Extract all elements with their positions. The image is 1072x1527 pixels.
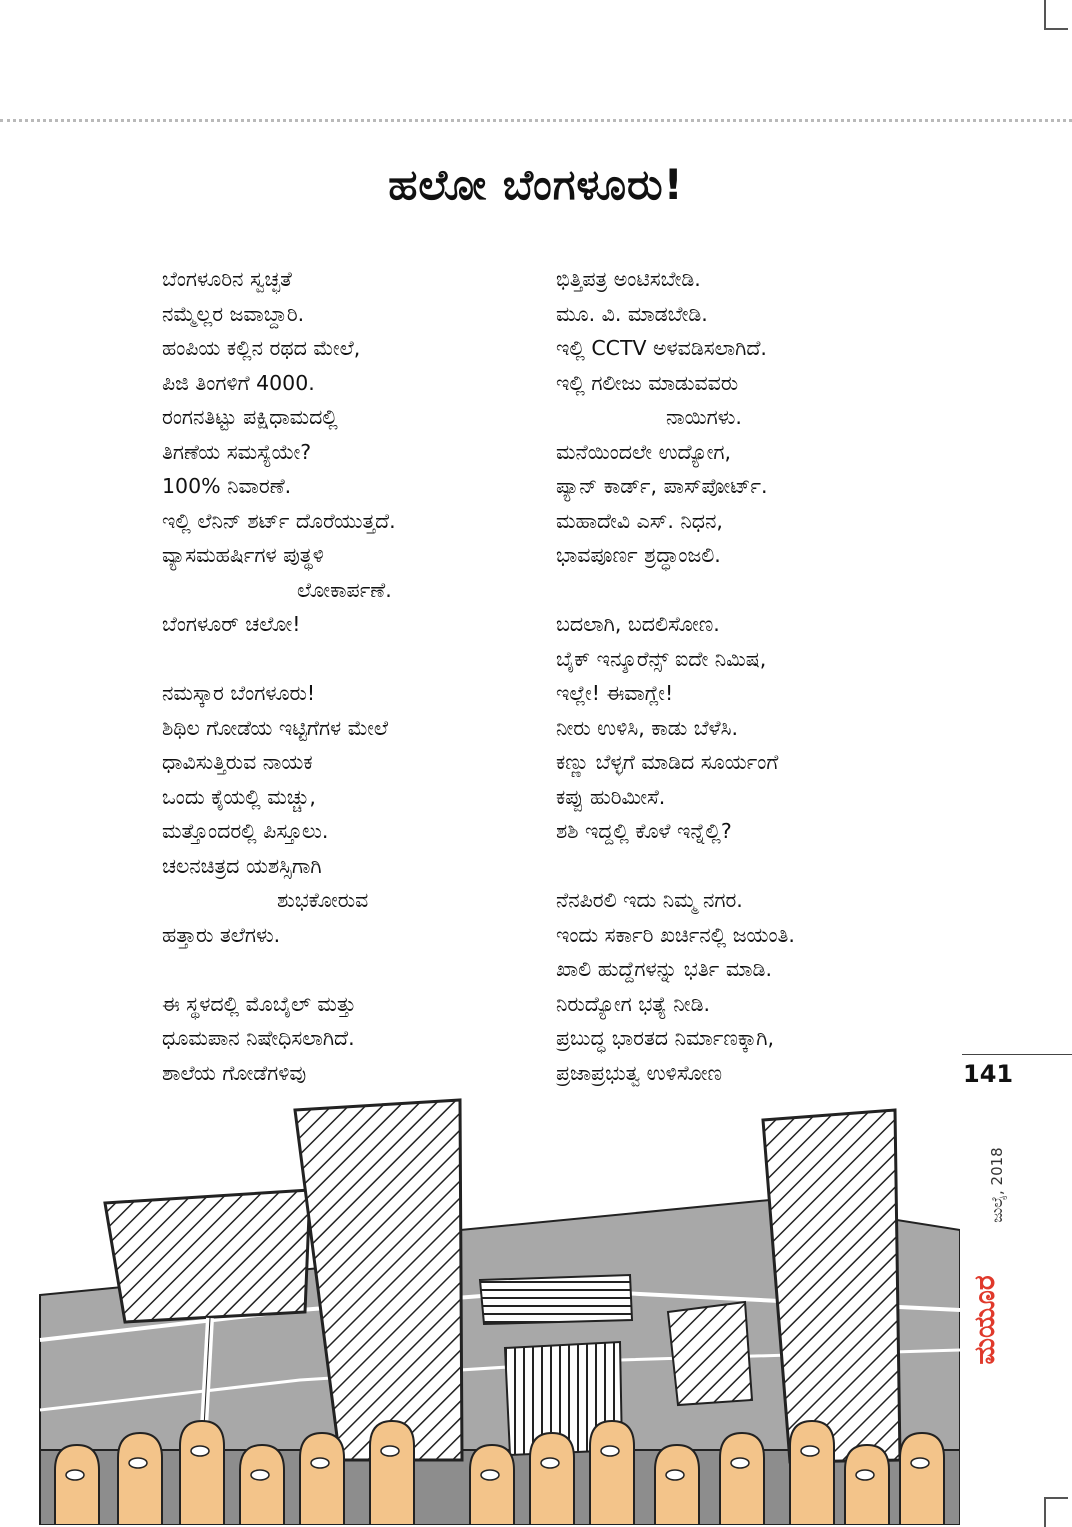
crowd-figure <box>470 1445 514 1525</box>
figure-eye <box>66 1470 84 1480</box>
poem-line: ಕಪ್ಪು ಹುರಿಮೀಸೆ. <box>556 784 666 809</box>
header-dotted-rule <box>0 119 1072 122</box>
stanza-gap <box>162 642 522 677</box>
poem-line: ಇಲ್ಲೇ! ಈವಾಗ್ಲೇ! <box>556 681 674 705</box>
figure-eye <box>251 1470 269 1480</box>
poem-line: ಭಿತ್ತಿಪತ್ರ ಅಂಟಿಸಬೇಡಿ. <box>556 267 701 291</box>
figure-eye <box>481 1470 499 1480</box>
figure-eye <box>129 1458 147 1468</box>
figure-eye <box>601 1446 619 1456</box>
figure-eye <box>381 1446 399 1456</box>
poem-line: ಕಣ್ಣು ಬೆಳ್ಳಗೆ ಮಾಡಿದ ಸೂರ್ಯಂಗೆ <box>556 750 779 774</box>
crowd-figure <box>655 1445 699 1525</box>
crowd-figure <box>118 1433 162 1525</box>
poem-line: ರಂಗನತಿಟ್ಟು ಪಕ್ಷಿಧಾಮದಲ್ಲಿ <box>162 405 338 429</box>
figure-eye <box>856 1470 874 1480</box>
poem-line: ಮತ್ತೊಂದರಲ್ಲಿ ಪಿಸ್ತೂಲು. <box>162 819 329 843</box>
poem-line: ನಮಸ್ಕಾರ ಬೆಂಗಳೂರು! <box>162 681 316 705</box>
figure-eye <box>801 1446 819 1456</box>
poem-line: ಈ ಸ್ಥಳದಲ್ಲಿ ಮೊಬೈಲ್ ಮತ್ತು <box>162 991 357 1016</box>
poem-line: ಲೋಕಾರ್ಪಣೆ. <box>297 577 392 602</box>
issue-date: ಜುಲೈ, 2018 <box>988 1147 1006 1223</box>
poem-line: ಪ್ಯಾನ್ ಕಾರ್ಡ್, ಪಾಸ್‌ಪೋರ್ಟ್. <box>556 474 768 498</box>
poem-line: ಇಂದು ಸರ್ಕಾರಿ ಖರ್ಚಿನಲ್ಲಿ ಜಯಂತಿ. <box>556 922 795 947</box>
stanza-gap <box>162 952 522 987</box>
crowd-figure <box>300 1433 344 1525</box>
poem-line: ಒಂದು ಕೈಯಲ್ಲಿ ಮಚ್ಚು, <box>162 784 316 809</box>
figure-eye <box>666 1470 684 1480</box>
poem-line: ಶುಭಕೋರುವ <box>277 888 369 912</box>
figure-eye <box>191 1446 209 1456</box>
poem-line: ಪ್ರಜಾಪ್ರಭುತ್ವ ಉಳಿಸೋಣ <box>556 1060 723 1085</box>
poem-line: ಮೂ. ವಿ. ಮಾಡಬೇಡಿ. <box>556 301 708 326</box>
poem-line: ಧೂಮಪಾನ ನಿಷೇಧಿಸಲಾಗಿದೆ. <box>162 1026 355 1050</box>
city-skyline-illustration <box>0 1080 960 1525</box>
poem-line: ಭಾವಪೂರ್ಣ ಶ್ರದ್ಧಾಂಜಲಿ. <box>556 543 721 567</box>
poem-line: 100% ನಿವಾರಣೆ. <box>162 474 292 498</box>
poem-left-column <box>162 262 522 1090</box>
poem-line: ಪ್ರಬುದ್ಧ ಭಾರತದ ನಿರ್ಮಾಣಕ್ಕಾಗಿ, <box>556 1026 774 1050</box>
figure-eye <box>731 1458 749 1468</box>
poem-line: ಧಾವಿಸುತ್ತಿರುವ ನಾಯಕ <box>162 750 313 774</box>
poem-line: ನೆನಪಿರಲಿ ಇದು ನಿಮ್ಮ ನಗರ. <box>556 888 743 912</box>
poem-line: ಇಲ್ಲಿ CCTV ಅಳವಡಿಸಲಾಗಿದೆ. <box>556 336 767 360</box>
poem-right-column <box>556 262 936 1090</box>
stanza-gap <box>556 849 936 884</box>
poem-line: ಖಾಲಿ ಹುದ್ದೆಗಳನ್ನು ಭರ್ತಿ ಮಾಡಿ. <box>556 957 772 981</box>
poem-line: ಹತ್ತಾರು ತಲೆಗಳು. <box>162 922 281 947</box>
poem-line: ಶಶಿ ಇದ್ದಲ್ಲಿ ಕೊಳೆ ಇನ್ನೆಲ್ಲಿ? <box>556 819 732 843</box>
poem-line: ಚಲನಚಿತ್ರದ ಯಶಸ್ಸಿಗಾಗಿ <box>162 853 322 878</box>
poem-line: ತಿಗಣೆಯ ಸಮಸ್ಯೆಯೇ? <box>162 439 312 464</box>
page-number: 141 <box>963 1060 1014 1088</box>
crowd-figure <box>590 1421 634 1525</box>
stanza-gap <box>556 573 936 608</box>
poem-line: ಇಲ್ಲಿ ಲೆನಿನ್ ಶರ್ಟ್ ದೊರೆಯುತ್ತದೆ. <box>162 508 396 533</box>
poem-line: ಬೆಂಗಳೂರ್ ಚಲೋ! <box>162 612 301 636</box>
crop-mark-top <box>1044 0 1068 30</box>
striped-block <box>480 1275 632 1324</box>
poem-line: ಬೈಕ್ ಇನ್ಶೂರೆನ್ಸ್ ಐದೇ ನಿಮಿಷ, <box>556 646 767 671</box>
poem-line: ಇಲ್ಲಿ ಗಲೀಜು ಮಾಡುವವರು <box>556 370 739 395</box>
poem-line: ವ್ಯಾಸಮಹರ್ಷಿಗಳ ಪುತ್ಥಳಿ <box>162 543 324 567</box>
poem-line: ಮನೆಯಿಂದಲೇ ಉದ್ಯೋಗ, <box>556 439 732 464</box>
crowd-figure <box>55 1445 99 1525</box>
figure-eye <box>911 1458 929 1468</box>
poem-line: ಬದಲಾಗಿ, ಬದಲಿಸೋಣ. <box>556 612 720 636</box>
crowd-figure <box>180 1421 224 1525</box>
hatched-square <box>668 1302 752 1405</box>
figure-eye <box>311 1458 329 1468</box>
page-number-rule <box>962 1054 1072 1055</box>
poem-line: ನಮ್ಮೆಲ್ಲರ ಜವಾಬ್ದಾರಿ. <box>162 301 305 326</box>
crowd-figure <box>900 1433 944 1525</box>
poem-line: ಶಿಥಿಲ ಗೋಡೆಯ ಇಟ್ಟಿಗೆಗಳ ಮೇಲೆ <box>162 715 389 740</box>
billboard-left <box>105 1190 310 1322</box>
poem-line: ಬೆಂಗಳೂರಿನ ಸ್ವಚ್ಛತೆ <box>162 267 292 291</box>
crowd-figure <box>370 1421 414 1525</box>
poem-line: ನಿರುದ್ಯೋಗ ಭತ್ಯೆ ನೀಡಿ. <box>556 991 711 1016</box>
poem-line: ನಾಯಿಗಳು. <box>666 405 742 429</box>
magazine-name: ಮಯೂರ <box>968 1275 1001 1365</box>
poem-line: ಮಹಾದೇವಿ ಎಸ್. ನಿಧನ, <box>556 508 723 533</box>
crowd-figure <box>720 1433 764 1525</box>
poem-line: ಶಾಲೆಯ ಗೋಡೆಗಳಿವು <box>162 1060 307 1085</box>
poem-title: ಹಲೋ ಬೆಂಗಳೂರು! <box>388 160 684 209</box>
poem-line: ಪಿಜಿ ತಿಂಗಳಿಗೆ 4000. <box>162 370 315 395</box>
figure-eye <box>541 1458 559 1468</box>
crowd-figure <box>240 1445 284 1525</box>
crop-mark-bottom <box>1044 1497 1068 1527</box>
crowd-figure <box>530 1433 574 1525</box>
poem-line: ಹಂಪಿಯ ಕಲ್ಲಿನ ರಥದ ಮೇಲೆ, <box>162 336 361 360</box>
crowd-figure <box>845 1445 889 1525</box>
crowd-figure <box>790 1421 834 1525</box>
poem-line: ನೀರು ಉಳಿಸಿ, ಕಾಡು ಬೆಳೆಸಿ. <box>556 715 738 740</box>
